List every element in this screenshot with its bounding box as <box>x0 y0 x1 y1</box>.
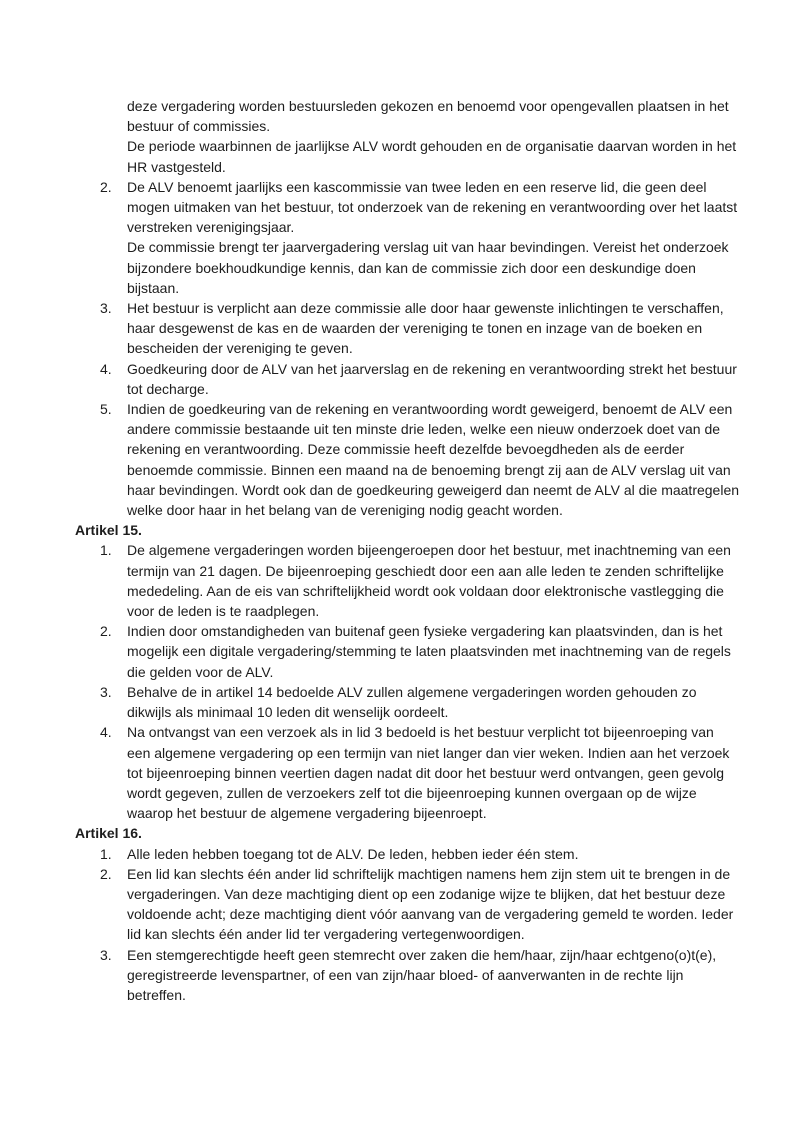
list-item-text <box>127 864 741 945</box>
list-item-number: 2. <box>100 623 112 640</box>
top-list <box>75 96 741 520</box>
list-item-number: 4. <box>100 360 112 377</box>
paragraph: Alle leden hebben toegang tot de ALV. De leden, hebben ieder één stem. <box>127 845 579 862</box>
paragraph: Indien de goedkeuring van de rekening en verantwoording wordt geweigerd, benoemt de ALV een andere commissie bestaande uit ten minste drie leden, welke een nieuw onderzoek doet van de rekening en verantwoording. Deze commissie heeft dezelfde bevoegdheden als de eerder benoemde commissie. Binnen een maand na de benoeming brengt zij aan de ALV verslag uit van haar bevindingen. Wordt ook dan de goedkeuring geweigerd dan neemt de ALV al die maatregelen welke door haar in het belang van de vereniging nodig geacht worden. <box>127 401 740 519</box>
article-15-heading: Artikel 15. <box>75 522 142 539</box>
list-item <box>75 399 741 520</box>
list-item-number: 2. <box>100 865 112 882</box>
list-item-text <box>127 96 741 177</box>
paragraph: De periode waarbinnen de jaarlijkse ALV wordt gehouden en de organisatie daarvan worden in het HR vastgesteld. <box>127 138 737 175</box>
paragraph: Goedkeuring door de ALV van het jaarverslag en de rekening en verantwoording strekt het bestuur tot decharge. <box>127 360 737 397</box>
list-item-continuation <box>75 96 741 177</box>
paragraph: Behalve de in artikel 14 bedoelde ALV zullen algemene vergaderingen worden gehouden zo dikwijls als minimaal 10 leden dit wenselijk oordeelt. <box>127 683 697 721</box>
list-item-text <box>127 621 741 682</box>
list-item <box>75 945 741 1006</box>
list-item-text <box>127 298 741 359</box>
paragraph: De algemene vergaderingen worden bijeengeroepen door het bestuur, met inachtneming van een termijn van 21 dagen. De bijeenroeping geschiedt door een aan alle leden te zenden schriftelijke mededeling. Aan de eis van schriftelijkheid wordt ook voldaan door elektronische vastlegging die voor de leden is te raadplegen. <box>127 542 731 620</box>
paragraph: Een lid kan slechts één ander lid schriftelijk machtigen namens hem zijn stem uit te brengen in de vergaderingen. Van deze machtiging dient op een zodanige wijze te blijken, dat het bestuur deze voldoende acht; deze machtiging dient vóór aanvang van de vergadering gemeld te worden. Ieder lid kan slechts één ander lid ter vergadering vertegenwoordigen. <box>127 865 734 943</box>
list-item <box>75 177 741 298</box>
paragraph: De ALV benoemt jaarlijks een kascommissie van twee leden en een reserve lid, die geen deel mogen uitmaken van het bestuur, tot onderzoek van de rekening en verantwoording over het laatst verstreken verenigingsjaar. <box>127 178 738 236</box>
list-item-text <box>127 540 741 621</box>
list-item-number: 3. <box>100 300 112 317</box>
paragraph: Een stemgerechtigde heeft geen stemrecht over zaken die hem/haar, zijn/haar echtgeno(o)t(e), geregistreerde levenspartner, of een van zijn/haar bloed- of aanverwanten in de rechte lijn betreffen. <box>127 946 717 1003</box>
paragraph: Na ontvangst van een verzoek als in lid 3 bedoeld is het bestuur verplicht tot bijeenroeping van een algemene vergadering op een termijn van niet langer dan vier weken. Indien aan het verzoek tot bijeenroeping binnen veertien dagen nadat dit door het bestuur werd ontvangen, geen gevolg wordt gegeven, zullen de verzoekers zelf tot die bijeenroeping kunnen overgaan op de wijze waarop het bestuur de algemene vergadering bijeenroept. <box>127 724 730 822</box>
list-item-number: 1. <box>100 542 112 559</box>
list-item <box>75 540 741 621</box>
paragraph: deze vergadering worden bestuursleden gekozen en benoemd voor opengevallen plaatsen in het bestuur of commissies. <box>127 98 729 135</box>
list-item-text <box>127 177 741 298</box>
article-15-list <box>75 540 741 823</box>
list-item <box>75 298 741 359</box>
list-item-text <box>127 945 741 1006</box>
list-item <box>75 722 741 823</box>
list-item-number: 5. <box>100 401 112 418</box>
article-16-list <box>75 844 741 1006</box>
paragraph: De commissie brengt ter jaarvergadering verslag uit van haar bevindingen. Vereist het onderzoek bijzondere boekhoudkundige kennis, dan kan de commissie zich door een deskundige doen bijstaan. <box>127 239 729 296</box>
list-item <box>75 621 741 682</box>
list-item <box>75 682 741 722</box>
list-item-number: 2. <box>100 178 112 195</box>
list-item-text <box>127 844 741 864</box>
list-item-text <box>127 722 741 823</box>
list-item-text <box>127 682 741 722</box>
paragraph: Indien door omstandigheden van buitenaf geen fysieke vergadering kan plaatsvinden, dan is het mogelijk een digitale vergadering/stemming te laten plaatsvinden met inachtneming van de regels die gelden voor de ALV. <box>127 623 731 680</box>
list-item <box>75 359 741 399</box>
list-item <box>75 844 741 864</box>
list-item-text <box>127 399 741 520</box>
article-16-heading: Artikel 16. <box>75 825 142 842</box>
list-item <box>75 864 741 945</box>
paragraph: Het bestuur is verplicht aan deze commissie alle door haar gewenste inlichtingen te verschaffen, haar desgewenst de kas en de waarden der vereniging te tonen en inzage van de boeken en bescheiden der vereniging te geven. <box>127 300 724 357</box>
list-item-number: 3. <box>100 683 112 700</box>
list-item-number: 1. <box>100 845 112 862</box>
list-item-number: 3. <box>100 946 112 963</box>
list-item-text <box>127 359 741 399</box>
list-item-number: 4. <box>100 724 112 741</box>
